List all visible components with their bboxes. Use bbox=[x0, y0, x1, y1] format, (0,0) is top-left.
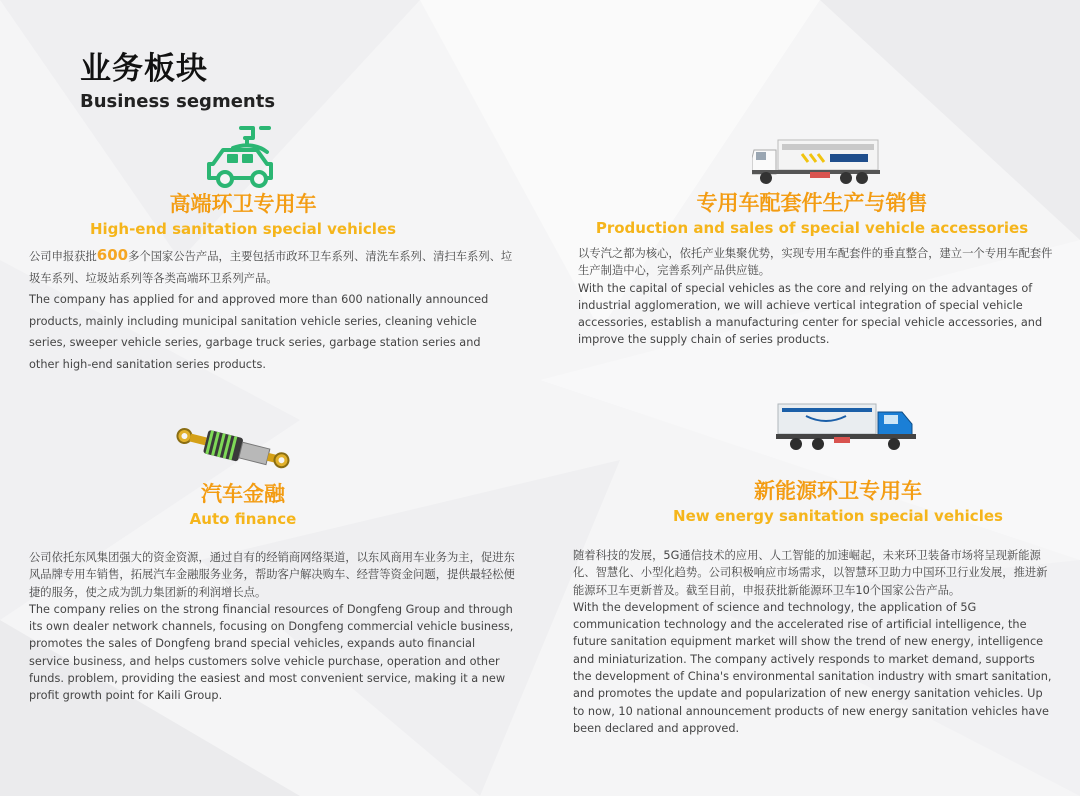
segment-finance-text-cn: 公司依托东风集团强大的资金资源，通过自有的经销商网络渠道，以东风商用车业务为主，促进东风品牌专用车销售，拓展汽车金融服务业务，帮助客户解决购车、经营等资金问题，提供最轻松便捷的服务，使之成为凯力集团新的利润增长点。 bbox=[29, 551, 515, 599]
electric-car-icon bbox=[203, 124, 281, 190]
segment-new-energy-body bbox=[573, 547, 1053, 737]
segment-accessories-text-cn: 以专汽之都为核心，依托产业集聚优势，实现专用车配套件的垂直整合，建立一个专用车配套件生产制造中心，完善系列产品供应链。 bbox=[578, 247, 1053, 278]
highlight-number: 600 bbox=[96, 246, 129, 264]
segment-finance-title-en: Auto finance bbox=[189, 510, 297, 528]
segment-accessories-body bbox=[578, 245, 1056, 349]
segment-finance-text-en: The company relies on the strong financial resources of Dongfeng Group and through its own dealer network channels, focusing on Dongfeng commercial vehicle business, promotes the sales of Dongfeng brand special vehicles, expands auto financial service business, and helps customers solve vehicle purchase, operation and other funds. problem, providing the easiest and most convenient service, making it a new profit growth point for Kaili Group. bbox=[29, 602, 514, 703]
segment-high-end-text-en: The company has applied for and approved more than 600 nationally announced products, mainly including municipal sanitation vehicle series, cleaning vehicle series, sweeper vehicle series, garbage truck series, garbage station series and other high-end sanitation series products. bbox=[29, 293, 489, 371]
segment-new-energy-title-en: New energy sanitation special vehicles bbox=[673, 507, 1003, 525]
segment-accessories-title-cn: 专用车配套件生产与销售 bbox=[696, 191, 928, 215]
segment-new-energy-title-cn: 新能源环卫专用车 bbox=[754, 479, 922, 503]
segment-accessories-title-en: Production and sales of special vehicle accessories bbox=[595, 219, 1029, 237]
segment-new-energy-text-en: With the development of science and technology, the application of 5G communication technology and the accelerated rise of artificial intelligence, the future sanitation equipment market will show the trend of new energy, intelligence and miniaturization. The company actively responds to market demand, supports the development of China's environmental sanitation industry with smart sanitation, and promotes the update and popularization of new energy sanitation vehicles. Up to now, 10 national announcement products of new energy sanitation vehicles have been declared and approved. bbox=[573, 600, 1052, 735]
segment-high-end-title-cn: 高端环卫专用车 bbox=[169, 192, 317, 216]
segment-finance-header bbox=[40, 480, 446, 530]
segment-finance-title-cn: 汽车金融 bbox=[201, 482, 285, 506]
page-title bbox=[80, 50, 275, 114]
page-title-cn: 业务板块 bbox=[80, 51, 208, 87]
segment-high-end-text-cn bbox=[29, 245, 513, 289]
text-cn-suffix: 多个国家公告产品，主要包括市政环卫车系列、清洗车系列、清扫车系列、垃圾车系列、垃圾站系列等各类高端环卫系列产品。 bbox=[29, 250, 513, 285]
segment-high-end-title-en: High-end sanitation special vehicles bbox=[89, 220, 397, 238]
new-energy-truck-icon bbox=[776, 402, 918, 452]
segment-new-energy-text-cn: 随着科技的发展，5G通信技术的应用、人工智能的加速崛起，未来环卫装备市场将呈现新能源化、智慧化、小型化趋势。公司积极响应市场需求，以智慧环卫助力中国环卫行业发展，推进新能源环卫车更新普及。截至目前，申报获批新能源环卫车10个国家公告产品。 bbox=[573, 549, 1048, 597]
segment-finance-body bbox=[29, 549, 517, 705]
page-title-en: Business segments bbox=[80, 91, 276, 112]
segment-accessories-header bbox=[592, 189, 1032, 239]
segment-accessories-text-en: With the capital of special vehicles as the core and relying on the advantages of industrial agglomeration, we will achieve vertical integration of special vehicle accessories, establish a manufacturing center for special vehicle accessories, and improve the supply chain of series products. bbox=[578, 281, 1043, 347]
text-cn-prefix: 公司申报获批 bbox=[29, 250, 97, 263]
shock-absorber-icon bbox=[174, 426, 290, 478]
segment-high-end-header bbox=[40, 190, 446, 240]
sweeper-truck-icon bbox=[752, 136, 880, 186]
segment-new-energy-header bbox=[622, 477, 1054, 527]
segment-high-end-body bbox=[29, 245, 513, 375]
